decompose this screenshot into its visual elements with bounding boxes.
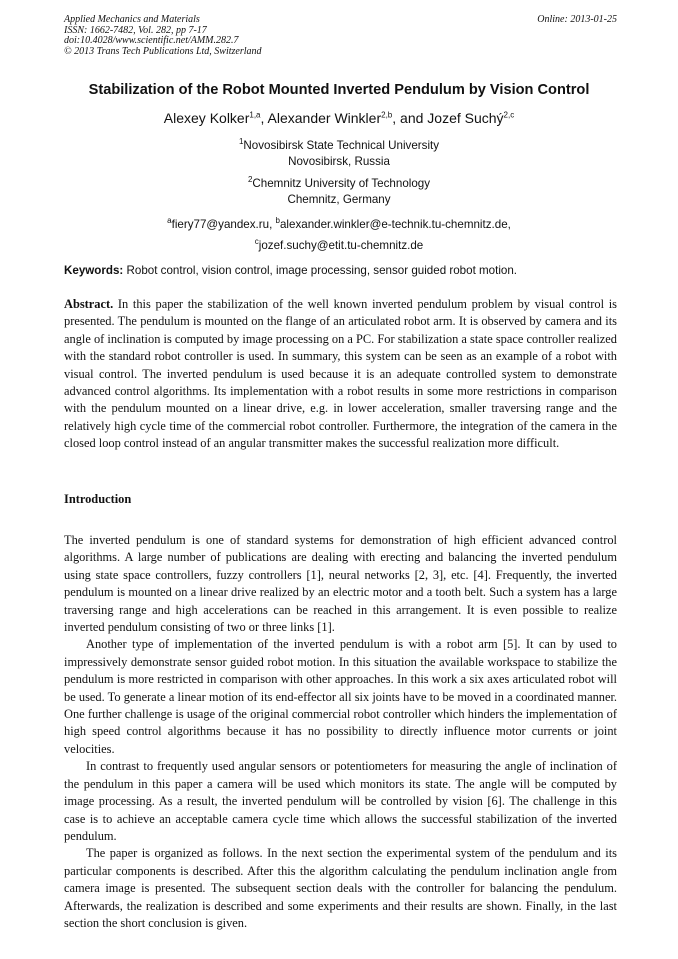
section-heading-introduction: Introduction: [64, 492, 132, 506]
introduction-body: [64, 532, 617, 932]
paper-title: Stabilization of the Robot Mounted Inverted Pendulum by Vision Control: [88, 82, 590, 98]
author-name: Alexander Winkler: [267, 110, 382, 126]
keywords-label: Keywords:: [64, 264, 124, 277]
journal-issn: ISSN: 1662-7482, Vol. 282, pp 7-17: [64, 24, 207, 36]
author-affiliation-marker: 2,b: [381, 110, 393, 120]
email-marker: b: [275, 216, 280, 225]
affiliation-2: [0, 172, 678, 208]
author-separator: ,: [260, 110, 268, 126]
abstract-label: Abstract.: [64, 297, 114, 311]
online-date: Online: 2013-01-25: [537, 14, 617, 25]
author-name: Jozef Suchý: [427, 110, 504, 126]
keywords: [64, 264, 617, 277]
author-emails: [0, 212, 678, 254]
author-list: [0, 110, 678, 126]
author-affiliation-marker: 1,a: [249, 110, 261, 120]
journal-name: Applied Mechanics and Materials: [64, 14, 200, 25]
author-affiliation-marker: 2,c: [503, 110, 515, 120]
email-marker: c: [254, 236, 259, 246]
email-b[interactable]: alexander.winkler@e-technik.tu-chemnitz.de,: [279, 217, 511, 231]
keywords-text: Robot control, vision control, image processing, sensor guided robot motion.: [123, 264, 518, 277]
affiliation-marker: 1: [238, 137, 244, 146]
affiliation-location: Chemnitz, Germany: [287, 192, 391, 206]
affiliation-1: [0, 134, 678, 170]
email-a[interactable]: fiery77@yandex.ru,: [171, 217, 276, 231]
email-marker: a: [167, 216, 172, 225]
paragraph: The inverted pendulum is one of standard systems for demonstration of high efficient advanced control algorithms. A large number of publications are dealing with erecting and balancing the inverted pendulum using state space controllers, fuzzy controllers [1], neural networks [2, 3], etc. [4]. Frequently, the inverted pendulum is mounted on a linear drive realized by an electric motor and a tooth belt. Such a system has a large traversing range and high accelerations can be reached in this arrangement. It is even possible to realize inverted pendulum consisting of two or three links [1].: [64, 533, 617, 635]
affiliation-location: Novosibirsk, Russia: [288, 154, 390, 168]
journal-doi[interactable]: doi:10.4028/www.scientific.net/AMM.282.7: [64, 35, 239, 46]
email-c[interactable]: jozef.suchy@etit.tu-chemnitz.de: [258, 238, 424, 252]
abstract-text: In this paper the stabilization of the well known inverted pendulum problem by visual control is presented. The pendulum is mounted on the flange of an articulated robot arm. It is observed by camera and its angle of inclination is computed by image processing on a PC. For stabilization a state space controller realized with the standard robot controller is used. In summary, this system can be seen as an example of a robot with visual control. The inverted pendulum is used because it is an adequate controlled system to demonstrate advanced control algorithms. Its implementation with a robot results in some more restrictions in comparison with the pendulum mounted on a linear drive, e.g. in lower acceleration, smaller traversing range and the relatively high cycle time of the commercial robot controller. Furthermore, the integration of the camera in the closed loop control instead of an angular transmitter makes the successful realization more difficult.: [64, 297, 617, 451]
journal-copyright: © 2013 Trans Tech Publications Ltd, Switzerland: [64, 45, 262, 57]
author-name: Alexey Kolker: [163, 110, 250, 126]
paragraph: The paper is organized as follows. In the next section the experimental system of the pendulum and its particular components is described. After this the algorithm calculating the pendulum inclination angle from camera image is presented. The subsequent section deals with the controller for balancing the pendulum. Afterwards, the realization is described and some experiments and their results are shown. Finally, in the last section the short conclusion is given.: [64, 846, 617, 930]
affiliation-institution: Novosibirsk State Technical University: [243, 138, 440, 152]
abstract: [64, 296, 617, 453]
paragraph: Another type of implementation of the inverted pendulum is with a robot arm [5]. It can by used to impressively demonstrate sensor guided robot motion. In this situation the available workspace to stabilize the pendulum is more restricted in comparison with other approaches. In this work a six axes articulated robot will be used. To generate a linear motion of its end-effector all six joints have to be moved in a coordinated manner. One further challenge is usage of the original commercial robot controller which hinders the implementation of high speed control algorithms because it has no possibility to directly influence motor currents or joint velocities.: [64, 637, 617, 756]
journal-header: [64, 15, 617, 57]
author-separator: , and: [392, 110, 428, 126]
affiliation-marker: 2: [247, 175, 253, 184]
paragraph: In contrast to frequently used angular sensors or potentiometers for measuring the angle of inclination of the pendulum in this paper a camera will be used which monitors its state. The angle will be computed by image processing. As a result, the inverted pendulum will be controlled by vision [6]. The challenge in this case is to achieve an acceptable camera cycle time which allows the successful stabilization of the inverted pendulum.: [64, 759, 617, 843]
affiliation-institution: Chemnitz University of Technology: [252, 176, 431, 190]
